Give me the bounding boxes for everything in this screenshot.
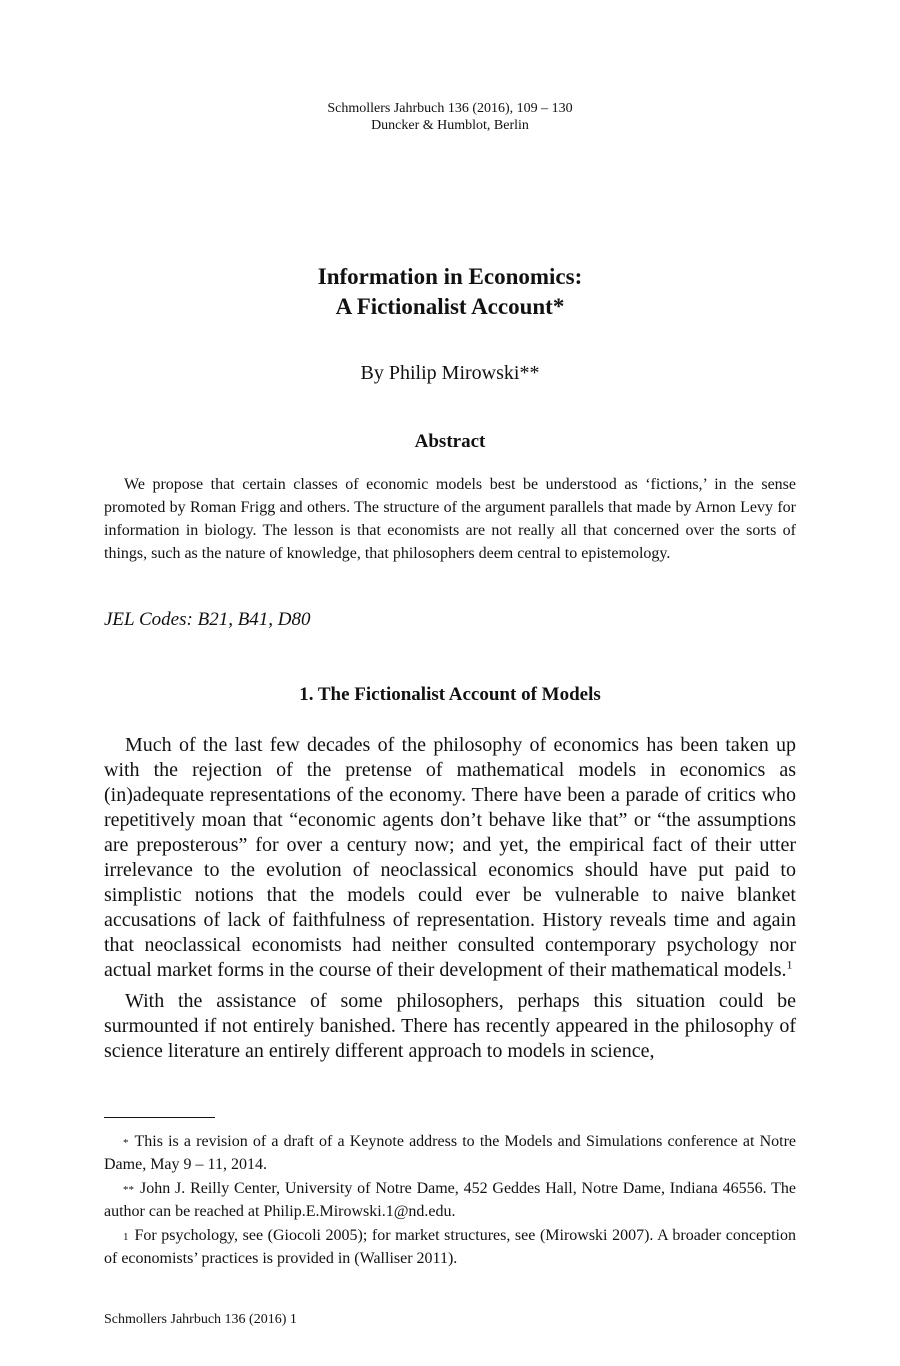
footnote-item [104,1225,796,1270]
body-paragraph-2: With the assistance of some philosophers, perhaps this situation could be surmounted if not entirely banished. There has recently appeared in the philosophy of science literature an entirely different approach to models in science, [104,990,796,1062]
abstract-heading: Abstract [414,431,486,452]
author-byline: By Philip Mirowski** [360,362,540,384]
page-footer: Schmollers Jahrbuch 136 (2016) 1 [104,1312,297,1327]
footnote-divider [104,1117,215,1118]
publisher-line: Duncker & Humblot, Berlin [371,118,529,133]
footnote-text: This is a revision of a draft of a Keynote address to the Models and Simulations conference at Notre Dame, May 9 – 11, 2014. [104,1133,796,1173]
journal-citation: Schmollers Jahrbuch 136 (2016), 109 – 130 [327,101,573,116]
footnote-mark: ** [123,1184,134,1196]
footnote-item [104,1131,796,1176]
footnote-text: For psychology, see (Giocoli 2005); for market structures, see (Mirowski 2007). A broader conception of economists’ practices is provided in (Walliser 2011). [104,1227,796,1267]
title-line-2: A Fictionalist Account* [335,294,565,319]
footnote-text: John J. Reilly Center, University of Notre Dame, 452 Geddes Hall, Notre Dame, Indiana 46556. The author can be reached at Philip.E.Mirowski.1@nd.edu. [104,1180,796,1220]
abstract-text: We propose that certain classes of economic models best be understood as ‘fictions,’ in the sense promoted by Roman Frigg and others. The structure of the argument parallels that made by Arnon Levy for information in biology. The lesson is that economists are not really all that concerned over the sorts of things, such as the nature of knowledge, that philosophers deem central to epistemology. [104,476,796,562]
jel-codes: JEL Codes: B21, B41, D80 [104,609,311,630]
section-heading: 1. The Fictionalist Account of Models [299,684,601,705]
article-title [0,262,900,322]
title-line-1: Information in Economics: [317,264,583,289]
footnote-mark: * [123,1137,129,1149]
body-paragraph-1 [104,733,796,983]
section-body [104,733,796,1070]
footnote-item [104,1178,796,1223]
journal-header [0,100,900,134]
footnotes [104,1131,796,1272]
footnote-ref-1[interactable]: 1 [786,957,793,972]
paragraph-1-text: Much of the last few decades of the philosophy of economics has been taken up with the rejection of the pretense of mathematical models in economics as (in)adequate representations of the economy. There have been a parade of critics who repetitively moan that “economic agents don’t behave like that” or “the assumptions are preposterous” for over a century now; and yet, the empirical fact of their utter irrelevance to the evolution of neoclassical economics should have put paid to simplistic notions that the models could ever be vulnerable to naive blanket accusations of lack of faithfulness of representation. History reveals time and again that neoclassical economists had neither consulted contemporary psychology nor actual market forms in the course of their development of their mathematical models. [104,734,796,981]
footnote-mark: 1 [123,1231,129,1243]
